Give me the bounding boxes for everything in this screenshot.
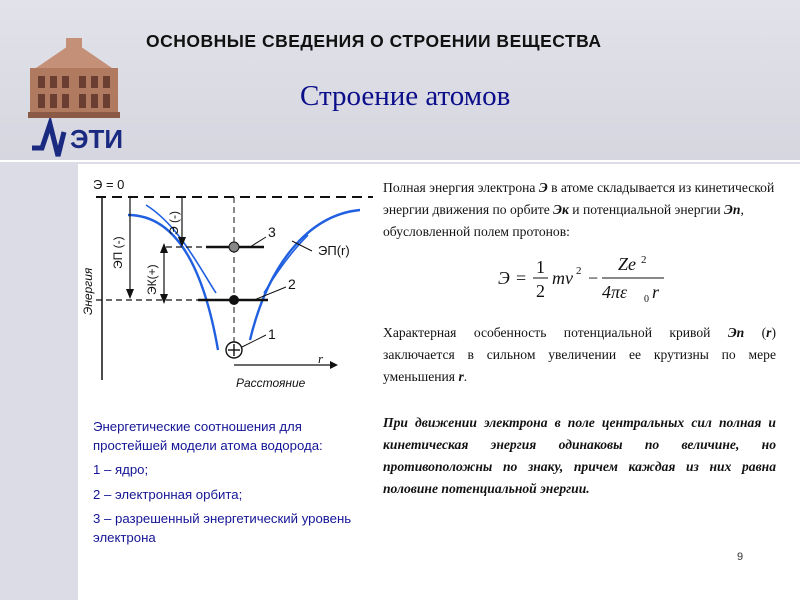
svg-text:mv: mv [552,268,573,288]
caption-intro: Энергетические соотношения для простейшей модели атома водорода: [93,419,323,453]
svg-text:Ze: Ze [618,254,636,274]
nucleus-label: 1 [268,326,276,342]
svg-text:2: 2 [536,281,545,301]
caption-item-3: 3 – разрешенный энергетический уровень электрона [93,511,352,545]
svg-text:Э: Э [498,268,510,288]
logo-text: ЭТИ [70,124,124,154]
top-title: ОСНОВНЫЕ СВЕДЕНИЯ О СТРОЕНИИ ВЕЩЕСТВА [146,31,602,51]
diagram-caption [93,418,373,553]
level-3-label: 3 [268,224,276,240]
energy-formula [498,254,668,306]
caption-item-2: 2 – электронная орбита; [93,486,243,502]
distance-axis-label: Расстояние [236,376,306,390]
paragraph-potential-curve: Характерная особенность потенциальной кривой Эп (r) заключается в сильном увеличении ее крутизны по мере уменьшения r. [383,325,776,384]
e-zero-label: Э = 0 [93,177,125,192]
e-minus-label: Э (-) [167,211,181,235]
ep-minus-label: ЭП (-) [111,236,125,269]
svg-text:−: − [588,268,599,288]
svg-text:1: 1 [536,257,545,277]
ep-r-label: ЭП(r) [318,243,350,258]
university-building-logo [26,38,122,118]
svg-text:4πε: 4πε [602,282,628,302]
level-2-label: 2 [288,276,296,292]
side-margin [0,164,78,600]
svg-text:2: 2 [576,265,582,277]
energy-diagram [78,175,378,395]
level-3-marker [229,242,239,252]
eti-logo [30,118,140,162]
paragraph-central-forces: При движении электрона в поле центральных сил полная и кинетическая энергия одинаковы по величине, но противоположны по знаку, причем каждая из них равна половине потенциальной энергии. [383,415,776,496]
ek-plus-label: ЭК(+) [145,264,159,295]
electron-orbit-marker [229,295,239,305]
svg-text:0: 0 [644,294,649,305]
page-number: 9 [737,551,744,563]
svg-text:2: 2 [641,254,647,266]
svg-text:=: = [516,268,527,288]
r-axis-label: r [318,351,324,366]
caption-item-1: 1 – ядро; [93,462,149,477]
slide-title: Строение атомов [300,80,511,112]
potential-curve-right [250,210,360,340]
energy-axis-label: Энергия [81,267,95,315]
paragraph-total-energy: Полная энергия электрона Э в атоме складывается из кинетической энергии движения по орбите Эк и потенциальной энергии Эп, обусловленной полем протонов: [383,180,775,239]
svg-text:r: r [652,282,660,302]
